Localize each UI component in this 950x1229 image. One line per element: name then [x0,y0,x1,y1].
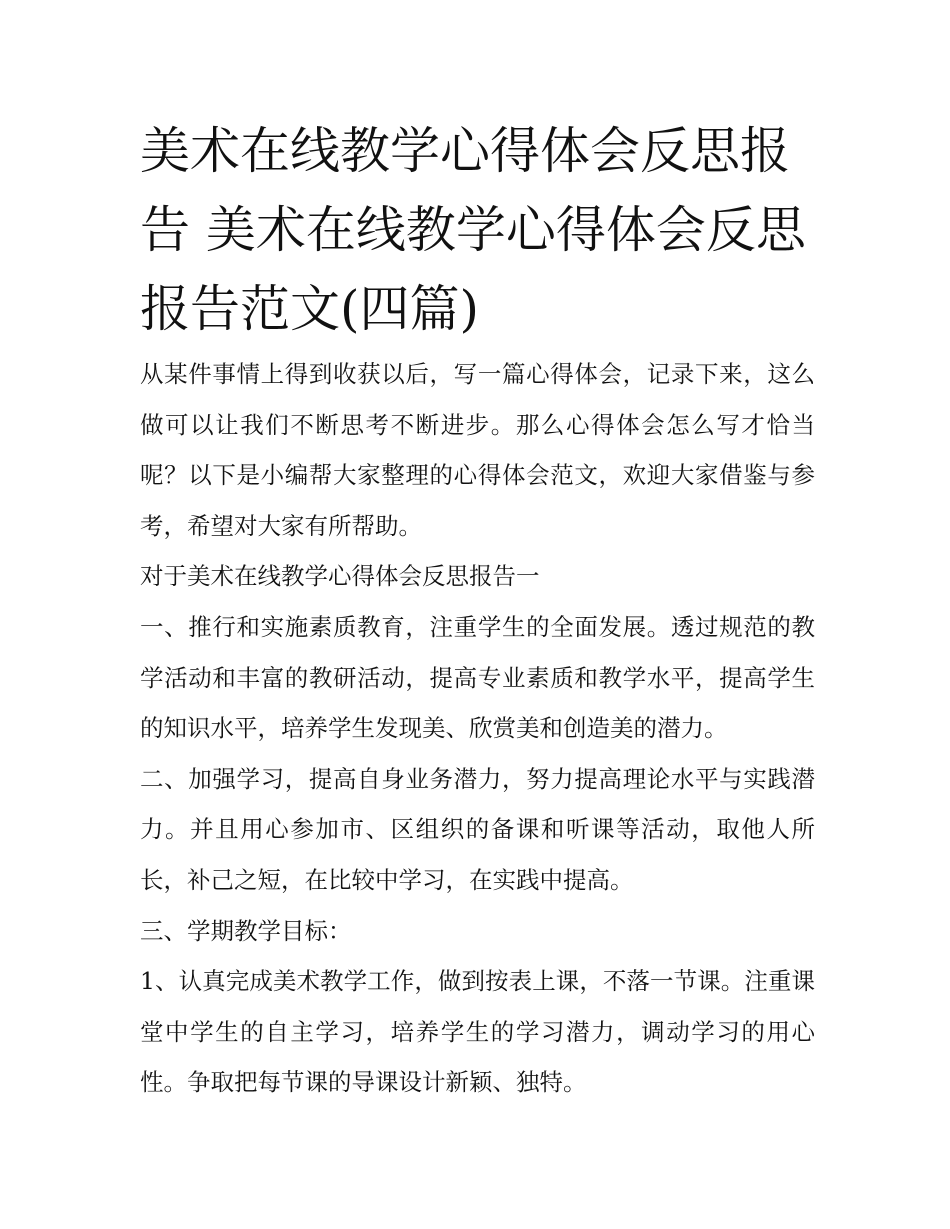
document-content [140,112,815,1108]
section-heading: 对于美术在线教学心得体会反思报告一 [140,562,540,591]
document-title: 美术在线教学心得体会反思报告 美术在线教学心得体会反思报告范文(四篇) [140,122,806,338]
point-two-paragraph: 二、加强学习，提高自身业务潜力，努力提高理论水平与实践潜力。并且用心参加市、区组织的备课和听课等活动，取他人所长，补己之短，在比较中学习，在实践中提高。 [140,764,815,894]
goal-one-paragraph: 1、认真完成美术教学工作，做到按表上课，不落一节课。注重课堂中学生的自主学习，培养学生的学习潜力，调动学习的用心性。争取把每节课的导课设计新颖、独特。 [140,967,815,1097]
document-body [140,349,815,1108]
point-one-paragraph: 一、推行和实施素质教育，注重学生的全面发展。透过规范的教学活动和丰富的教研活动，提高专业素质和教学水平，提高学生的知识水平，培养学生发现美、欣赏美和创造美的潜力。 [140,612,815,743]
intro-paragraph: 从某件事情上得到收获以后，写一篇心得体会，记录下来，这么做可以让我们不断思考不断进步。那么心得体会怎么写才恰当呢？以下是小编帮大家整理的心得体会范文，欢迎大家借鉴与参考，希望对大家有所帮助。 [140,360,815,540]
point-three-heading: 三、学期教学目标： [140,916,352,945]
